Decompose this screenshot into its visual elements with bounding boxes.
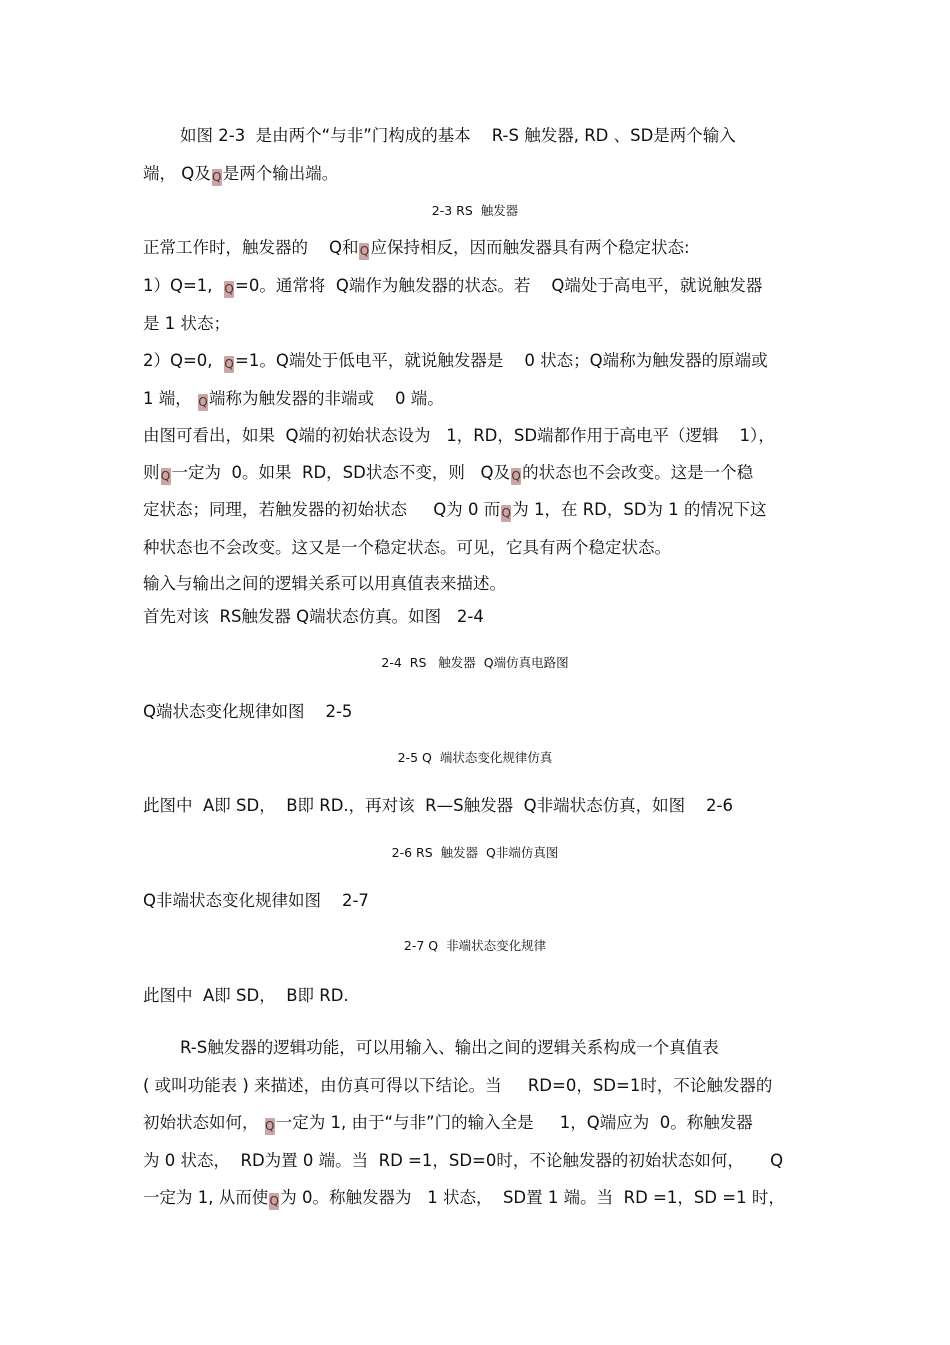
para10-line2: ( 或叫功能表 ) 来描述，由仿真可得以下结论。当 RD=0，SD=1时，不论触发器的	[143, 1076, 773, 1095]
q-bar-symbol: Q	[224, 282, 234, 296]
q-bar-symbol: Q	[501, 506, 511, 520]
q-bar-symbol: Q	[160, 469, 171, 483]
text-segment: 为 0。称触发器为 1 状态， SD置 1 端。当 RD =1，SD =1 时，	[280, 1188, 785, 1207]
text-segment: 定状态；同理，若触发器的初始状态 Q为 0 而	[143, 500, 501, 519]
text-segment: 为 1，在 RD，SD为 1 的情况下这	[512, 500, 767, 519]
text-segment: 端， Q及	[143, 164, 211, 183]
figure-caption-2-3: 2-3 RS 触发器	[431, 203, 519, 218]
figure-caption-2-5: 2-5 Q 端状态变化规律仿真	[397, 750, 553, 765]
text-segment: =0。通常将 Q端作为触发器的状态。若 Q端处于高电平，就说触发器	[235, 276, 763, 295]
para5-line1: 首先对该 RS触发器 Q端状态仿真。如图 2-4	[143, 607, 484, 626]
para3-line1: 由图可看出，如果 Q端的初始状态设为 1，RD，SD端都作用于高电平（逻辑 1），	[143, 426, 775, 445]
para1-line1: 如图 2-3 是由两个“与非”门构成的基本 R-S 触发器, RD 、SD是两个输入	[180, 126, 736, 145]
q-bar-symbol: Q	[212, 170, 222, 184]
para4-line1: 输入与输出之间的逻辑关系可以用真值表来描述。	[143, 574, 506, 593]
para3-line3	[143, 500, 950, 522]
figure-caption-2-4: 2-4 RS 触发器 Q端仿真电路图	[381, 655, 569, 670]
para2-line4	[143, 351, 950, 373]
para7-line1: 此图中 A即 SD， B即 RD.，再对该 R—S触发器 Q非端状态仿真，如图 2-6	[143, 796, 734, 815]
para8-line1: Q非端状态变化规律如图 2-7	[143, 891, 369, 910]
q-bar-symbol: Q	[269, 1194, 279, 1208]
q-bar-symbol: Q	[265, 1119, 275, 1133]
text-segment: 正常工作时，触发器的 Q和	[143, 238, 359, 257]
text-segment: 1）Q=1,	[143, 276, 224, 295]
para10-line4: 为 0 状态， RD为置 0 端。当 RD =1，SD=0时，不论触发器的初始状态如何， Q	[143, 1151, 784, 1170]
para6-line1: Q端状态变化规律如图 2-5	[143, 702, 353, 721]
para9-line1: 此图中 A即 SD， B即 RD.	[143, 986, 349, 1005]
text-segment: 应保持相反，因而触发器具有两个稳定状态:	[370, 238, 690, 257]
text-segment: 2）Q=0,	[143, 351, 224, 370]
text-segment: 的状态也不会改变。这是一个稳	[522, 463, 754, 482]
para3-line2	[143, 463, 950, 485]
para2-line5	[143, 389, 950, 411]
para2-line1	[143, 238, 950, 260]
text-segment: =1。Q端处于低电平，就说触发器是 0 状态；Q端称为触发器的原端或	[235, 351, 768, 370]
figure-caption-2-6: 2-6 RS 触发器 Q非端仿真图	[391, 845, 559, 860]
text-segment: 一定为 1, 从而使	[143, 1188, 269, 1207]
q-bar-symbol: Q	[224, 357, 234, 371]
para10-line5	[143, 1188, 950, 1210]
q-bar-symbol: Q	[511, 469, 521, 483]
para2-line2	[143, 276, 950, 298]
para1-line2	[143, 164, 950, 186]
q-bar-symbol: Q	[198, 395, 208, 409]
para3-line4: 种状态也不会改变。这又是一个稳定状态。可见，它具有两个稳定状态。	[143, 538, 671, 557]
text-segment: 一定为 1, 由于“与非”门的输入全是 1，Q端应为 0。称触发器	[275, 1113, 753, 1132]
para2-line3: 是 1 状态；	[143, 314, 230, 333]
q-bar-symbol: Q	[359, 244, 370, 258]
figure-caption-2-7: 2-7 Q 非端状态变化规律	[403, 938, 547, 953]
para10-line1: R-S触发器的逻辑功能，可以用输入、输出之间的逻辑关系构成一个真值表	[180, 1038, 719, 1057]
para10-line3	[143, 1113, 950, 1135]
text-segment: 是两个输出端。	[222, 164, 339, 183]
text-segment: 端称为触发器的非端或 0 端。	[209, 389, 444, 408]
text-segment: 则	[143, 463, 160, 482]
text-segment: 1 端，	[143, 389, 197, 408]
text-segment: 初始状态如何，	[143, 1113, 264, 1132]
text-segment: 一定为 0。如果 RD，SD状态不变，则 Q及	[171, 463, 511, 482]
